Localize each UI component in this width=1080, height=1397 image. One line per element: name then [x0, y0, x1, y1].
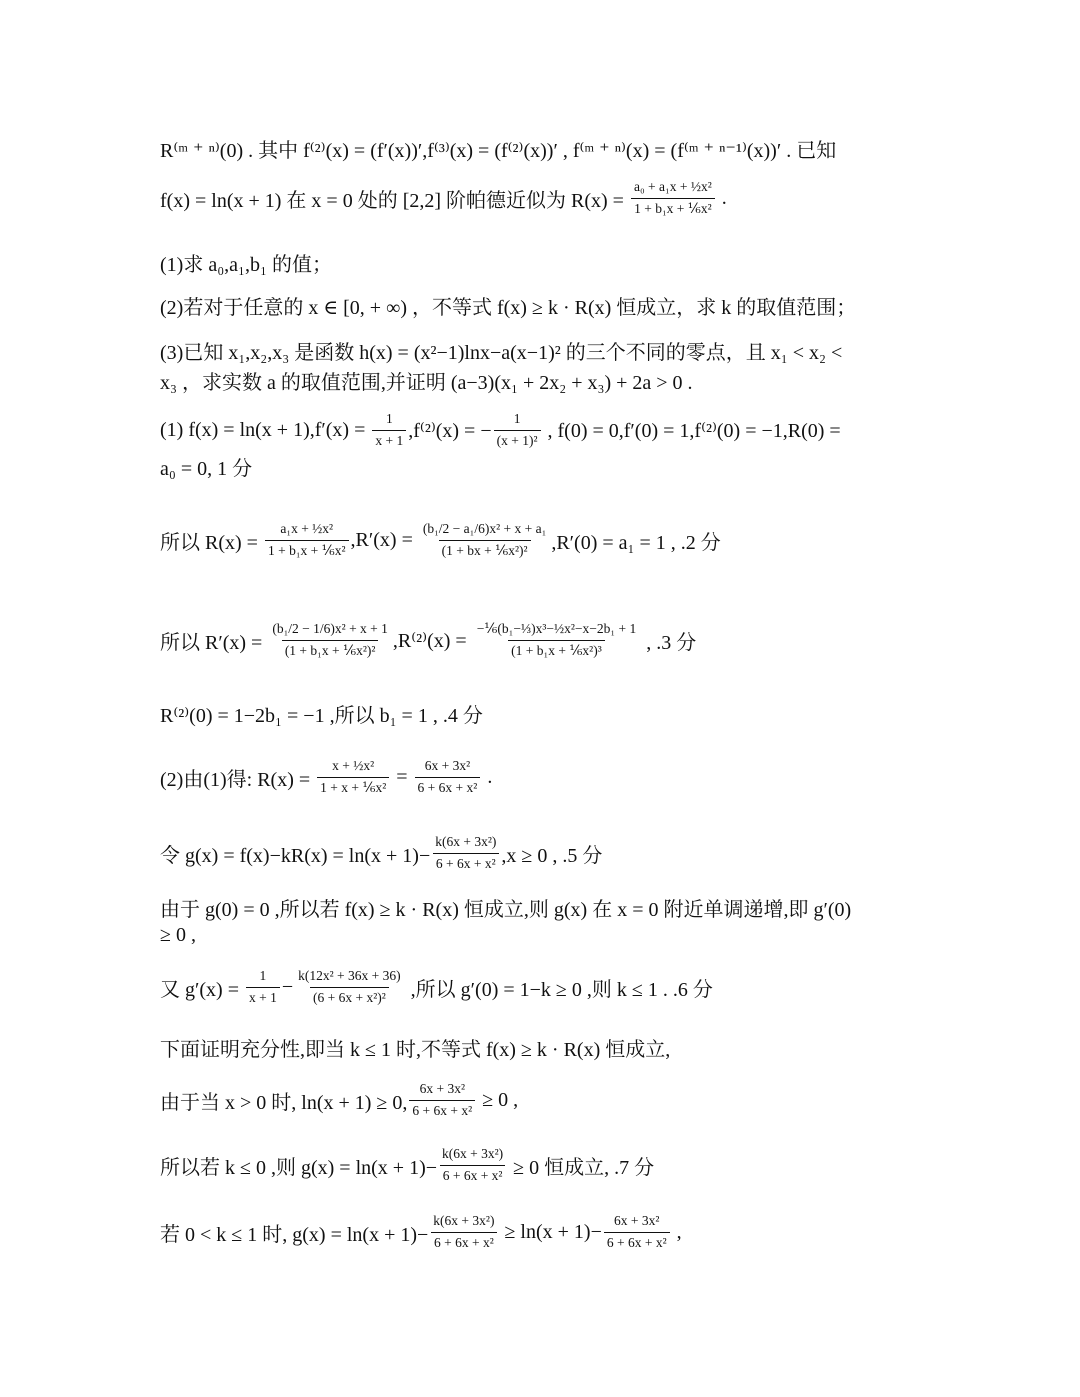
fraction-numerator: 6x + 3x² — [614, 1212, 660, 1228]
fraction-denominator: x + 1 — [372, 430, 406, 450]
fraction — [269, 621, 391, 660]
text-segment: = — [391, 765, 413, 788]
fraction-denominator: (x + 1)² — [494, 430, 541, 450]
fraction — [604, 1213, 670, 1252]
fraction-denominator: (1 + b₁x + ⅙x²)² — [282, 640, 379, 660]
fraction-numerator: 6x + 3x² — [424, 757, 471, 773]
fraction-numerator: 6x + 3x² — [419, 1080, 466, 1096]
fraction-denominator: (1 + bx + ⅙x²)² — [439, 540, 531, 560]
fraction-denominator: 1 + b₁x + ⅙x² — [631, 198, 715, 218]
text-segment: ,所以 g′(0) = 1−k ≥ 0 ,则 k ≤ 1 . .6 分 — [405, 978, 713, 1001]
fraction-numerator: 1 — [259, 967, 267, 983]
fraction — [430, 1213, 497, 1252]
fraction-denominator: 6 + 6x + x² — [409, 1100, 475, 1120]
fraction — [631, 179, 715, 218]
fraction-denominator: 6 + 6x + x² — [440, 1165, 506, 1185]
fraction-numerator: k(6x + 3x²) — [435, 833, 497, 849]
fraction — [372, 411, 406, 450]
fraction-numerator: −⅙(b₁−⅓)x³−½x²−x−2b₁ + 1 — [476, 620, 637, 636]
fraction — [415, 758, 481, 797]
fraction-numerator: 1 — [385, 410, 393, 426]
document-line — [160, 520, 721, 558]
text-segment: (3)已知 x₁,x₂,x₃ 是函数 h(x) = (x²−1)lnx−a(x−1)² 的三个不同的零点，且 x₁ < x₂ < — [160, 341, 843, 364]
fraction-numerator: a₀ + a₁x + ½x² — [633, 178, 712, 194]
text-segment: 所以 R′(x) = — [160, 631, 268, 654]
fraction — [432, 834, 499, 873]
fraction-numerator: (b₁/2 − 1/6)x² + x + 1 — [272, 620, 388, 636]
text-segment: , f(0) = 0,f′(0) = 1,f⁽²⁾(0) = −1,R(0) = — [542, 419, 841, 442]
fraction — [409, 1081, 475, 1120]
document-line — [160, 410, 841, 448]
text-segment: ,f⁽²⁾(x) = − — [408, 419, 492, 442]
text-segment: ≥ 0 , — [160, 923, 196, 946]
fraction-denominator: 1 + b₁x + ⅙x² — [265, 540, 349, 560]
fraction — [474, 621, 640, 660]
text-segment: (2)若对于任意的 x ∈ [0, + ∞) ，不等式 f(x) ≥ k · R(x) 恒成立，求 k 的取值范围； — [160, 296, 857, 319]
text-segment: 若 0 < k ≤ 1 时, g(x) = ln(x + 1)− — [160, 1223, 429, 1246]
text-segment: 所以若 k ≤ 0 ,则 g(x) = ln(x + 1)− — [160, 1156, 438, 1179]
fraction-denominator: x + 1 — [246, 987, 280, 1007]
fraction-numerator: k(6x + 3x²) — [433, 1212, 495, 1228]
text-segment: ,R⁽²⁾(x) = — [392, 629, 472, 652]
text-segment: 又 g′(x) = — [160, 978, 244, 1001]
fraction-numerator: x + ½x² — [332, 757, 375, 773]
document-line — [160, 1212, 682, 1250]
fraction — [439, 1146, 506, 1185]
document-line — [160, 1080, 519, 1118]
document-line — [160, 250, 332, 274]
document-line — [160, 967, 713, 1005]
fraction-denominator: 6 + 6x + x² — [604, 1232, 670, 1252]
fraction-numerator: k(12x² + 36x + 36) — [298, 967, 401, 983]
fraction-denominator: 6 + 6x + x² — [415, 777, 481, 797]
text-segment: 所以 R(x) = — [160, 531, 263, 554]
text-segment: ,x ≥ 0 , .5 分 — [501, 844, 603, 867]
document-line — [160, 454, 252, 478]
document-line — [160, 757, 493, 795]
document-line — [160, 136, 836, 160]
text-segment: R⁽ᵐ ⁺ ⁿ⁾(0) . 其中 f⁽²⁾(x) = (f′(x))′,f⁽³⁾(x) = (f⁽²⁾(x))′ , f⁽ᵐ ⁺ ⁿ⁾(x) = (f⁽ᵐ ⁺ ⁿ⁻¹⁾(x))′ . 已知 — [160, 139, 837, 162]
fraction-numerator: a₁x + ½x² — [280, 520, 334, 536]
fraction — [420, 521, 549, 560]
document-line — [160, 923, 196, 947]
text-segment: R⁽²⁾(0) = 1−2b₁ = −1 ,所以 b₁ = 1 , .4 分 — [160, 704, 483, 727]
text-segment: x₃ ，求实数 a 的取值范围,并证明 (a−3)(x₁ + 2x₂ + x₃) + 2a > 0 . — [160, 371, 693, 394]
text-segment: ,R′(x) = — [350, 528, 418, 551]
fraction-numerator: k(6x + 3x²) — [442, 1145, 504, 1161]
document-line — [160, 293, 856, 317]
fraction-numerator: (b₁/2 − a₁/6)x² + x + a₁ — [422, 520, 547, 536]
text-segment: 令 g(x) = f(x)−kR(x) = ln(x + 1)− — [160, 844, 431, 867]
text-segment: , — [671, 1220, 682, 1243]
text-segment: . — [482, 765, 493, 788]
document-line — [160, 1035, 670, 1059]
text-segment: . — [716, 186, 727, 209]
document-line — [160, 833, 603, 871]
fraction — [265, 521, 349, 560]
fraction — [317, 758, 389, 797]
fraction — [494, 411, 541, 450]
text-segment: ≥ 0 , — [477, 1088, 519, 1111]
text-segment: 由于 g(0) = 0 ,所以若 f(x) ≥ k · R(x) 恒成立,则 g(x) 在 x = 0 附近单调递增,即 g′(0) — [160, 898, 852, 921]
document-line — [160, 368, 693, 392]
text-segment: (2)由(1)得: R(x) = — [160, 768, 316, 791]
text-segment: , .3 分 — [641, 631, 697, 654]
text-segment: ≥ 0 恒成立, .7 分 — [508, 1156, 655, 1179]
text-segment: 下面证明充分性,即当 k ≤ 1 时,不等式 f(x) ≥ k · R(x) 恒成立, — [160, 1038, 671, 1061]
document-line — [160, 701, 483, 725]
text-segment: 由于当 x > 0 时, ln(x + 1) ≥ 0, — [160, 1091, 408, 1114]
document-line — [160, 178, 727, 216]
document-line — [160, 338, 842, 362]
text-segment: ,R′(0) = a₁ = 1 , .2 分 — [551, 531, 721, 554]
fraction — [295, 968, 404, 1007]
fraction-denominator: 6 + 6x + x² — [431, 1232, 497, 1252]
text-segment: − — [281, 975, 294, 998]
fraction-denominator: 6 + 6x + x² — [433, 853, 499, 873]
fraction-denominator: (1 + b₁x + ⅙x²)³ — [508, 640, 605, 660]
fraction — [246, 968, 280, 1007]
text-segment: f(x) = ln(x + 1) 在 x = 0 处的 [2,2] 阶帕德近似为 R(x) = — [160, 189, 629, 212]
text-segment: (1)求 a₀,a₁,b₁ 的值； — [160, 253, 332, 276]
text-segment: (1) f(x) = ln(x + 1),f′(x) = — [160, 418, 371, 441]
document-line — [160, 895, 851, 919]
document-line — [160, 620, 697, 658]
document-line — [160, 1145, 655, 1183]
text-segment: ≥ ln(x + 1)− — [499, 1220, 602, 1243]
fraction-denominator: 1 + x + ⅙x² — [317, 777, 389, 797]
fraction-numerator: 1 — [513, 410, 521, 426]
fraction-denominator: (6 + 6x + x²)² — [310, 987, 389, 1007]
text-segment: a₀ = 0, 1 分 — [160, 457, 253, 480]
